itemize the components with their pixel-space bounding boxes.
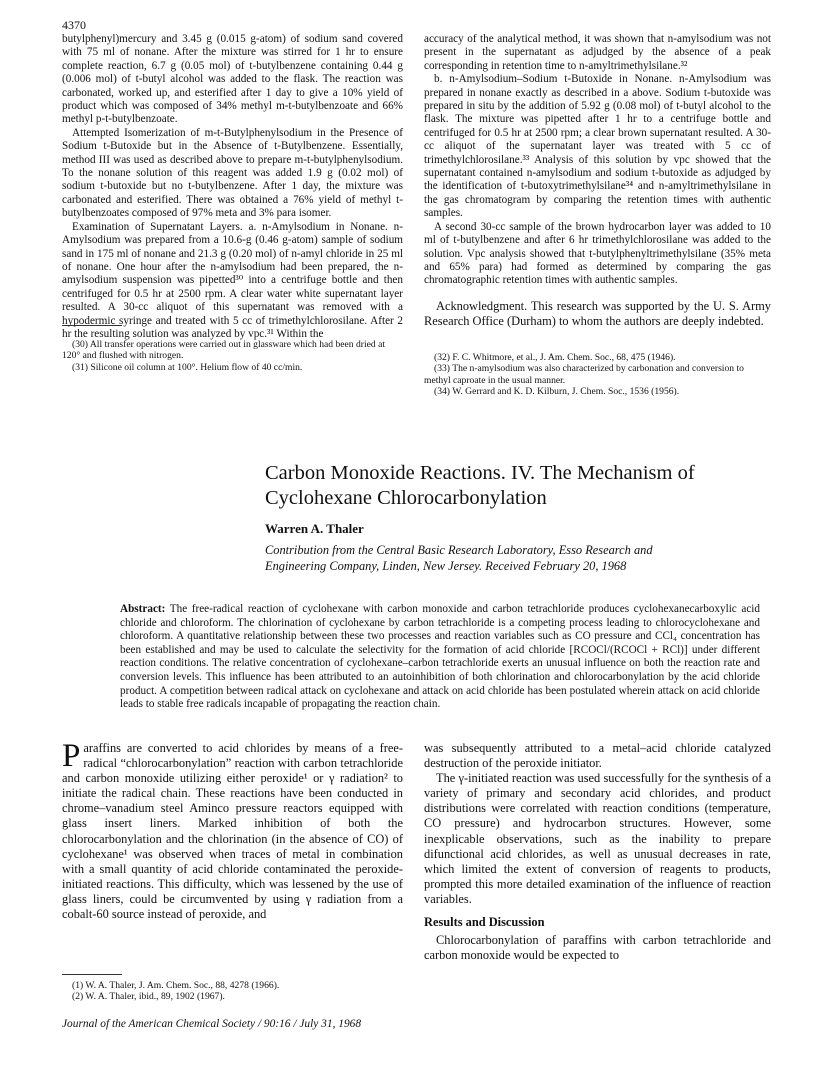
- paragraph: b. n-Amylsodium–Sodium t-Butoxide in Nonane. n-Amylsodium was prepared in nonane exactly as described in a above. Sodium t-butoxide was prepared in situ by the addition of 5.92 g (0.08 mol) of t-butyl alcohol to the flask. The mixture was pipetted after 1 hr to a centrifuge bottle and centrifuged for 0.5 hr at 2500 rpm; a clear brown supernatant resulted. A 30-cc aliquot of the supernatant layer was treated with 5 cc of trimethylchlorosilane.³³ Analysis of this solution by vpc showed that the supernatant contained n-amylsodium and sodium t-butoxide as adjudged by the identification of t-butoxytrimethylsilane³⁴ and n-amyltrimethylsilane in the gas chromatogram by comparing the retention times with authentic samples.: [424, 73, 771, 220]
- paragraph: butylphenyl)mercury and 3.45 g (0.015 g-atom) of sodium sand covered with 75 ml of nonane. After the mixture was stirred for 1 hr to ensure complete reaction, 6.7 g (0.05 mol) of t-butylbenzene containing 0.44 g (0.006 mol) of t-butyl alcohol was added to the flask. The reaction was carbonated, worked up, and esterified after 1 day to give a 10% yield of product which was composed of 34% methyl m-t-butylbenzoate and 66% methyl p-t-butylbenzoate.: [62, 33, 403, 126]
- body-left-footnotes: [62, 980, 403, 1003]
- paragraph: Chlorocarbonylation of paraffins with carbon tetrachloride and carbon monoxide would be expected to: [424, 933, 771, 963]
- article-title: [265, 461, 785, 511]
- paragraph: The γ-initiated reaction was used successfully for the synthesis of a variety of primary and secondary acid chlorides, and product distributions were correlated with reaction conditions (temperature, CO pressure) and hydrocarbon structures. However, some inexplicable observations, such as the inability to prepare difunctional acid chlorides, as well as unusual decreases in rate, which limited the extent of conversion of reagents to products, prompted this more detailed examination of the influence of reaction variables.: [424, 771, 771, 906]
- footnote-divider: [62, 974, 122, 975]
- title-line: Cyclohexane Chlorocarbonylation: [265, 487, 547, 509]
- top-left-column: [62, 33, 403, 341]
- affiliation-line: Contribution from the Central Basic Research Laboratory, Esso Research and: [265, 543, 653, 557]
- acknowledgment: [424, 299, 771, 329]
- body-right-column: [424, 741, 771, 963]
- paragraph: Attempted Isomerization of m-t-Butylphenylsodium in the Presence of Sodium t-Butoxide but in the Absence of t-Butylbenzene. Essentially, method III was used as described above to prepare m-t-butylphenylsodium. To the nonane solution of this reagent was added 1.9 g (0.02 mol) of sodium t-butoxide but no t-butylbenzene. After 1 day, the mixture was carbonated and esterified. There was obtained a 76% yield of methyl t-butylbenzoates composed of 97% meta and 3% para isomer.: [62, 126, 403, 220]
- body-left-column: [62, 738, 403, 922]
- top-left-footnotes: [62, 339, 403, 373]
- title-line: Carbon Monoxide Reactions. IV. The Mechanism of: [265, 462, 695, 484]
- footnote: (2) W. A. Thaler, ibid., 89, 1902 (1967).: [72, 991, 225, 1003]
- paragraph: araffins are converted to acid chlorides by means of a free-radical “chlorocarbonylation” reaction with carbon tetrachloride and carbon monoxide utilizing either peroxide¹ or γ radiation² to initiate the radical chain. These reactions have been conducted in chrome–vanadium steel Aminco pressure reactors equipped with glass insert liners. Marked inhibition of both the chlorocarbonylation and the chlorination (in the absence of CO) of cyclohexane¹ was observed when traces of metal in combination with a small quantity of acid chloride contaminated the peroxide-initiated reactions. This difficulty, which was lessened by the use of glass liners, could be circumvented by using γ radiation from a cobalt-60 source instead of peroxide, and: [62, 741, 403, 922]
- paragraph: accuracy of the analytical method, it was shown that n-amylsodium was not present in the supernatant as adjudged by the absence of a peak corresponding in retention time to n-amyltrimethylsilane.³²: [424, 33, 771, 72]
- footnote-divider: [62, 325, 122, 326]
- footnote: (30) All transfer operations were carried out in glassware which had been dried at 120° and flushed with nitrogen.: [62, 339, 386, 362]
- footnote: (31) Silicone oil column at 100°. Helium flow of 40 cc/min.: [72, 361, 303, 373]
- author: Warren A. Thaler: [265, 521, 364, 536]
- footnote: (1) W. A. Thaler, J. Am. Chem. Soc., 88, 4278 (1966).: [72, 980, 280, 991]
- journal-footer: Journal of the American Chemical Society / 90:16 / July 31, 1968: [62, 1018, 362, 1030]
- paragraph: was subsequently attributed to a metal–acid chloride catalyzed destruction of the peroxide initiator.: [424, 741, 771, 771]
- page-number: 4370: [62, 18, 86, 32]
- abstract-text: The free-radical reaction of cyclohexane with carbon monoxide and carbon tetrachloride produces cyclohexanecarboxylic acid chloride and chloroform. The chlorination of cyclohexane by carbon tetrachloride is a competing process leading to chlorocyclohexane and chloroform. A quantitative relationship between these two processes and reaction variables such as CO pressure and CCl₄ concentration has been established and may be used to calculate the selectivity for the formation of acid chloride [RCOCl/(RCOCl + RCl)] under different reaction conditions. The relative concentration of cyclohexane–carbon tetrachloride exerts an unusual influence on both the reaction rate and conversion levels. This influence has been attributed to an autoinhibition of both chlorination and chlorocarbonylation by the acid chloride product. A competition between radical attack on cyclohexane and attack on acid chloride has been postulated wherein attack on acid chloride leads to stable free radicals incapable of propagating the reaction chain.: [120, 603, 760, 711]
- top-right-column: [424, 33, 771, 288]
- section-heading: Results and Discussion: [424, 915, 545, 930]
- footnote: (32) F. C. Whitmore, et al., J. Am. Chem. Soc., 68, 475 (1946).: [434, 352, 676, 363]
- abstract-label: Abstract:: [120, 603, 166, 615]
- affiliation-line: Engineering Company, Linden, New Jersey. Received February 20, 1968: [265, 558, 627, 573]
- paragraph: Examination of Supernatant Layers. a. n-Amylsodium in Nonane. n-Amylsodium was prepared from a 10.6-g (0.46 g-atom) sample of sodium sand in 175 ml of nonane and 21.3 g (0.20 mol) of n-amyl chloride in 25 ml of nonane. One hour after the n-amylsodium had been prepared, the n-amylsodium suspension was pipetted³⁰ into a centrifuge bottle and then centrifuged for 0.5 hr at 2500 rpm. A clear water white supernatant layer resulted. A 30-cc aliquot of this supernatant was removed with a hypodermic syringe and treated with 5 cc of trimethylchlorosilane. After 2 hr the resulting solution was analyzed by vpc.³¹ Within the: [62, 220, 403, 340]
- drop-cap: P: [62, 738, 81, 774]
- paragraph: A second 30-cc sample of the brown hydrocarbon layer was added to 10 ml of t-butylbenzene and after 6 hr trimethylchlorosilane was added to the solution. Vpc analysis showed that t-butylphenyltrimethylsilane (35% meta and 65% para) had formed as determined by comparing the gas chromatographic retention times with authentic samples.: [424, 220, 771, 287]
- footnote: (34) W. Gerrard and K. D. Kilburn, J. Chem. Soc., 1536 (1956).: [434, 386, 680, 398]
- acknowledgment-text: Acknowledgment. This research was supported by the U. S. Army Research Office (Durham) to whom the authors are deeply indebted.: [424, 299, 771, 329]
- top-right-footnotes: [424, 352, 771, 398]
- footnote: (33) The n-amylsodium was also characterized by carbonation and conversion to methyl caproate in the usual manner.: [424, 363, 744, 386]
- abstract: [120, 603, 760, 712]
- affiliation: [265, 543, 785, 574]
